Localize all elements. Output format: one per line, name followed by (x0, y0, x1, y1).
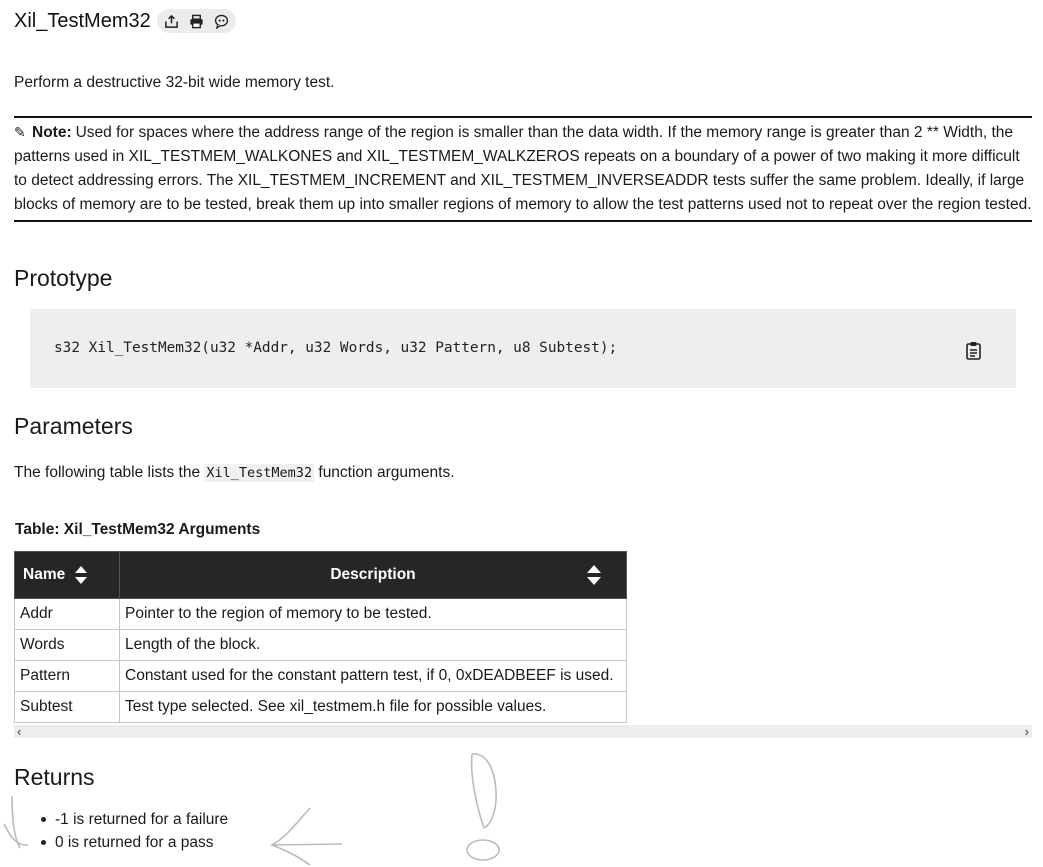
prototype-code: s32 Xil_TestMem32(u32 *Addr, u32 Words, u32 Pattern, u8 Subtest); (54, 340, 618, 356)
scribble-dot (467, 840, 499, 860)
note-label: Note: (32, 124, 72, 141)
horizontal-scrollbar[interactable] (14, 725, 1032, 738)
title-actions (157, 9, 236, 33)
intro-text-after: function arguments. (314, 464, 455, 481)
scribble-left-arrow (272, 808, 342, 865)
scroll-right-icon[interactable]: › (1024, 724, 1029, 739)
column-name-label: Name (23, 566, 66, 584)
column-header-description[interactable] (120, 552, 627, 599)
param-description: Pointer to the region of memory to be tested. (120, 599, 627, 630)
function-summary: Perform a destructive 32-bit wide memory test. (14, 74, 335, 91)
intro-code: Xil_TestMem32 (206, 465, 313, 481)
param-name: Words (15, 630, 120, 661)
scroll-left-icon[interactable]: ‹ (17, 724, 22, 739)
parameters-heading: Parameters (14, 413, 133, 439)
sort-icon (74, 565, 88, 585)
param-name: Subtest (15, 692, 120, 723)
pencil-icon: ✎ (14, 124, 26, 140)
share-icon[interactable] (161, 11, 182, 31)
copy-clipboard-icon[interactable] (964, 340, 984, 360)
title-row (14, 8, 236, 34)
scribble-exclamation (472, 754, 496, 828)
list-item: 0 is returned for a pass (55, 831, 228, 854)
returns-heading: Returns (14, 764, 95, 790)
table-row (15, 599, 627, 630)
param-description: Constant used for the constant pattern test, if 0, 0xDEADBEEF is used. (120, 661, 627, 692)
arguments-table (14, 551, 627, 723)
param-name: Pattern (15, 661, 120, 692)
table-row (15, 630, 627, 661)
returns-list (14, 808, 228, 854)
print-icon[interactable] (186, 11, 207, 31)
page-title: Xil_TestMem32 (14, 9, 151, 32)
sort-icon (586, 564, 602, 586)
table-caption: Table: Xil_TestMem32 Arguments (15, 521, 261, 538)
table-header-row (15, 552, 627, 599)
list-item: -1 is returned for a failure (55, 808, 228, 831)
param-description: Test type selected. See xil_testmem.h file for possible values. (120, 692, 627, 723)
intro-text-before: The following table lists the (14, 464, 205, 481)
code-block (30, 309, 1016, 388)
note-text: Used for spaces where the address range of the region is smaller than the data width. If the memory range is greater than 2 ** Width, the patterns used in XIL_TESTMEM_WALKONES and XIL_TESTMEM_WALKZEROS repeats on a boundary of a power of two making it more difficult to detect addressing errors. The XIL_TESTMEM_INCREMENT and XIL_TESTMEM_INVERSEADDR tests suffer the same problem. Ideally, if large blocks of memory are to be tested, break them up into smaller regions of memory to allow the test patterns used not to repeat over the region tested. (14, 124, 1032, 213)
feedback-icon[interactable] (211, 11, 232, 31)
parameters-intro (14, 464, 455, 482)
note-box (14, 116, 1032, 222)
column-description-label: Description (330, 566, 416, 583)
param-name: Addr (15, 599, 120, 630)
prototype-heading: Prototype (14, 265, 113, 291)
param-description: Length of the block. (120, 630, 627, 661)
column-header-name[interactable] (15, 552, 120, 599)
table-row (15, 661, 627, 692)
table-row (15, 692, 627, 723)
